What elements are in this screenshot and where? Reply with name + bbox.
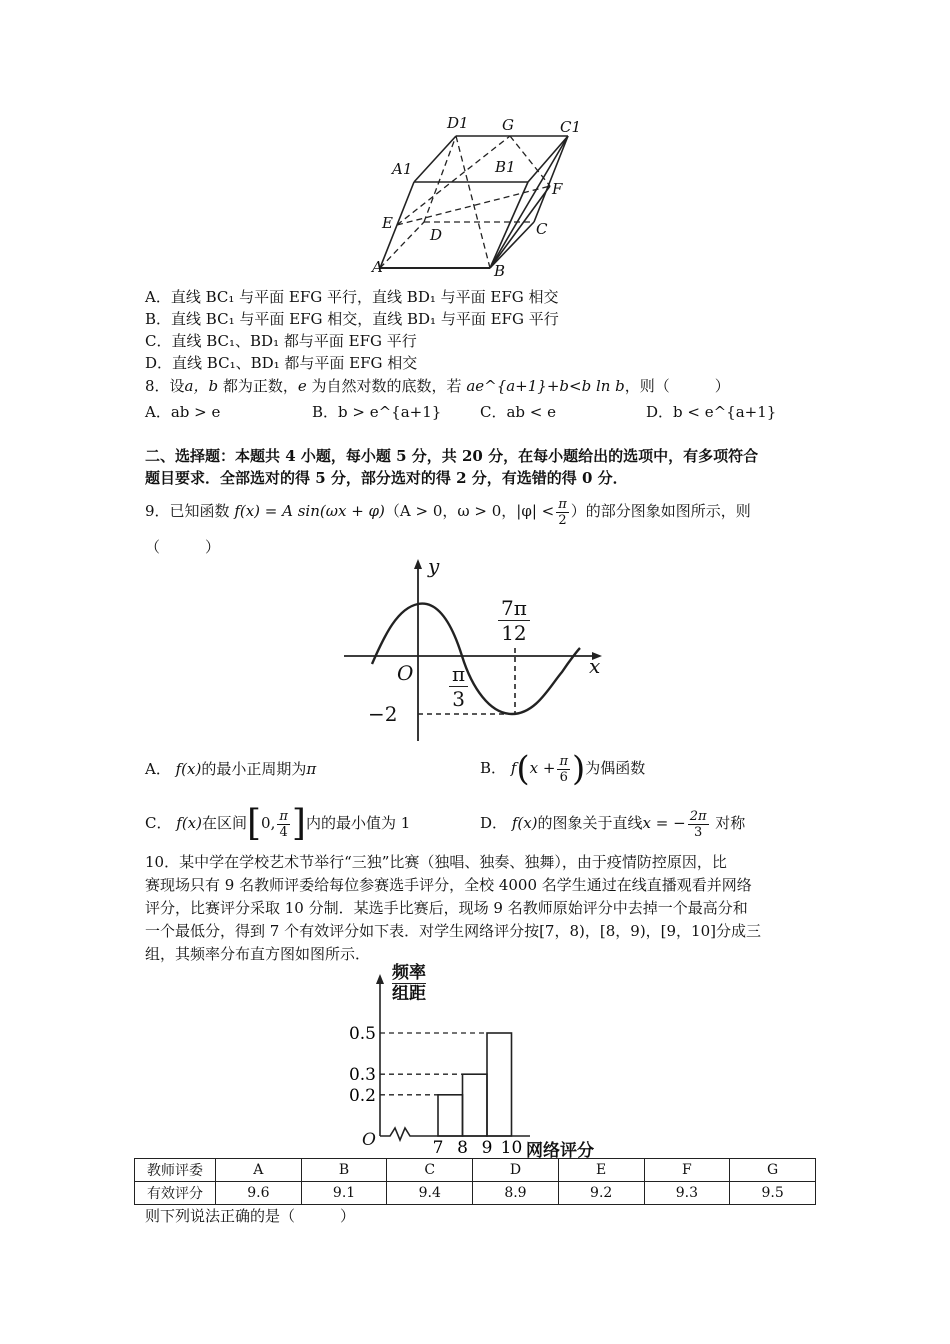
figure-label-a1: A1	[392, 160, 413, 178]
graph-label-pi-3: π 3	[449, 662, 468, 711]
table-row	[135, 1159, 816, 1182]
histogram-bar	[438, 1095, 463, 1136]
frequency-histogram	[340, 968, 620, 1156]
table-cell: 9.4	[387, 1182, 473, 1205]
q8-stem: 8．设a，b 都为正数，e 为自然对数的底数，若 ae^{a+1}+b<b ln b，则（ ）	[145, 377, 730, 395]
figure-label-d1: D1	[447, 114, 469, 132]
q10-line-4: 一个最低分，得到 7 个有效评分如下表．对学生网络评分按[7，8)，[8，9)，[9，10]分成三	[145, 922, 761, 940]
table-cell: E	[558, 1159, 644, 1182]
q9-option-c: C． f(x)在区间[0, $\frac{\pi}{4}$ ]内的最小值为 1	[145, 803, 411, 844]
histogram-ylabel: 频率 组距	[392, 963, 426, 1004]
q9-stem: 9．已知函数 f(x) = A sin(ωx + φ)（A > 0，ω > 0，|φ| < $\frac{\pi}{2}$ ）的部分图象如图所示，则	[145, 496, 751, 528]
graph-origin-label: O	[397, 661, 414, 685]
graph-label-7pi-12: 7π 12	[498, 596, 530, 645]
q8-option-d: D．b < e^{a+1}	[646, 403, 777, 421]
score-table	[134, 1158, 816, 1205]
histogram-x-tick-label: 8	[457, 1138, 468, 1156]
table-cell: G	[730, 1159, 816, 1182]
histogram-bar	[463, 1074, 488, 1136]
figure-label-e: E	[382, 214, 393, 232]
figure-label-f: F	[552, 180, 563, 198]
graph-y-label: y	[428, 554, 440, 578]
histogram-y-tick-label: 0.2	[348, 1085, 376, 1106]
table-row-head: 有效评分	[135, 1182, 216, 1205]
q8-option-a: A．ab > e	[145, 403, 221, 421]
q7-option-c: C．直线 BC₁、BD₁ 都与平面 EFG 平行	[145, 332, 417, 350]
table-cell: A	[216, 1159, 302, 1182]
table-cell: 9.3	[644, 1182, 730, 1205]
figure-label-c1: C1	[560, 118, 582, 136]
histogram-y-tick-label: 0.5	[348, 1024, 376, 1044]
table-cell: D	[473, 1159, 559, 1182]
section2-header-line1: 二、选择题：本题共 4 小题，每小题 5 分，共 20 分，在每小题给出的选项中，有多项符合	[145, 447, 759, 465]
table-row	[135, 1182, 816, 1205]
q10-question-tail: 则下列说法正确的是（ ）	[145, 1207, 356, 1225]
q10-line-5: 组，其频率分布直方图如图所示．	[145, 945, 371, 963]
figure-label-b: B	[494, 262, 506, 280]
histogram-origin-label: O	[362, 1130, 376, 1150]
q9-option-d: D． f(x)的图象关于直线x = − $\frac{2\pi}{3}$ 对称	[480, 808, 746, 840]
table-cell: 9.1	[301, 1182, 387, 1205]
table-row-head: 教师评委	[135, 1159, 216, 1182]
q7-option-b: B．直线 BC₁ 与平面 EFG 相交，直线 BD₁ 与平面 EFG 平行	[145, 310, 559, 328]
figure-label-c: C	[536, 220, 548, 238]
graph-min-label: −2	[368, 702, 398, 726]
q8-option-c: C．ab < e	[480, 403, 557, 421]
q9-option-b: B． f(x + $\frac{\pi}{6}$ )为偶函数	[480, 749, 646, 789]
histogram-xlabel: 网络评分	[526, 1141, 594, 1161]
section2-header-line2: 题目要求．全部选对的得 5 分，部分选对的得 2 分，有选错的得 0 分．	[145, 469, 628, 487]
table-cell: B	[301, 1159, 387, 1182]
q7-option-d: D．直线 BC₁、BD₁ 都与平面 EFG 相交	[145, 354, 418, 372]
q9-option-a: A． f(x)的最小正周期为π	[145, 760, 317, 778]
q8-option-b: B．b > e^{a+1}	[312, 403, 442, 421]
q7-option-a: A．直线 BC₁ 与平面 EFG 平行，直线 BD₁ 与平面 EFG 相交	[145, 288, 559, 306]
table-cell: C	[387, 1159, 473, 1182]
figure-label-g: G	[502, 116, 514, 134]
parallelepiped-figure	[370, 112, 600, 284]
q10-line-1: 10．某中学在学校艺术节举行“三独”比赛（独唱、独奏、独舞），由于疫情防控原因，比	[145, 853, 727, 871]
q10-line-2: 赛现场只有 9 名教师评委给每位参赛选手评分，全校 4000 名学生通过在线直播观看并网络	[145, 876, 752, 894]
table-cell: 8.9	[473, 1182, 559, 1205]
table-cell: 9.5	[730, 1182, 816, 1205]
figure-label-a: A	[372, 258, 383, 276]
histogram-bar	[487, 1033, 512, 1136]
q10-line-3: 评分，比赛评分采取 10 分制．某选手比赛后，现场 9 名教师原始评分中去掉一个最高分和	[145, 899, 748, 917]
table-cell: 9.6	[216, 1182, 302, 1205]
table-cell: 9.2	[558, 1182, 644, 1205]
q9-answer-paren: （ ）	[145, 538, 221, 556]
histogram-x-tick-label: 7	[432, 1138, 444, 1156]
table-cell: F	[644, 1159, 730, 1182]
histogram-x-tick-label: 10	[500, 1138, 523, 1156]
histogram-x-tick-label: 9	[481, 1138, 493, 1156]
figure-label-d: D	[430, 226, 443, 244]
histogram-y-tick-label: 0.3	[348, 1065, 376, 1086]
graph-x-label: x	[589, 654, 601, 678]
figure-label-b1: B1	[495, 158, 516, 176]
